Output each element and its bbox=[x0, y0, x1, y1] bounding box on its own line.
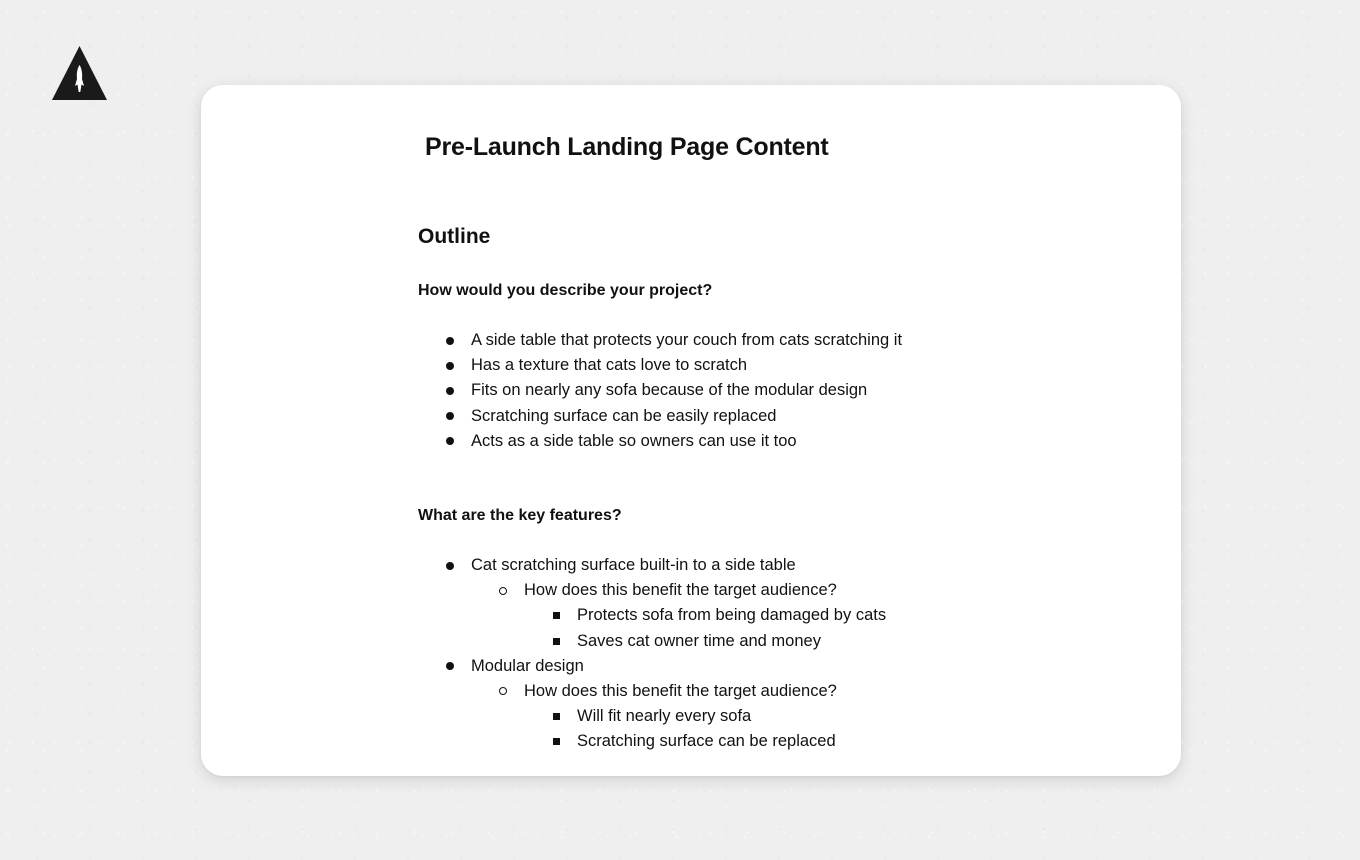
bullet-disc-icon bbox=[444, 429, 456, 454]
bullet-disc-icon bbox=[444, 654, 456, 679]
page-title: Pre-Launch Landing Page Content bbox=[425, 133, 829, 161]
question-heading: How would you describe your project? bbox=[418, 282, 713, 299]
bullet-disc-icon bbox=[444, 553, 456, 578]
document-card: Pre-Launch Landing Page Content Outline How would you describe your project? A side table that protects your couch from cats scratching it Has a texture that cats love to scratch Fits on nearly any sofa because of the modular design Scratching surface can be easily replaced Acts as a side table so owners can use it too What are the key features? Cat scratching surface built-in to a side table How does this benefit the target audience? Protects sofa from being damaged by cats Saves cat owner time and money Modular design How does this benefit the target audience? Will fit nearly every sofa Scratching surface can be replaced bbox=[201, 85, 1181, 776]
bullet-square-icon bbox=[550, 629, 562, 654]
bullet-disc-icon bbox=[444, 378, 456, 403]
bullet-square-icon bbox=[550, 704, 562, 729]
rocket-triangle-logo-icon[interactable] bbox=[52, 46, 107, 100]
bullet-disc-icon bbox=[444, 328, 456, 353]
question-heading: What are the key features? bbox=[418, 507, 622, 524]
bullet-square-icon bbox=[550, 729, 562, 754]
bullet-circle-icon bbox=[497, 679, 509, 704]
bullet-disc-icon bbox=[444, 404, 456, 429]
bullet-square-icon bbox=[550, 603, 562, 628]
bullet-disc-icon bbox=[444, 353, 456, 378]
section-heading-outline: Outline bbox=[418, 225, 491, 248]
bullet-circle-icon bbox=[497, 578, 509, 603]
